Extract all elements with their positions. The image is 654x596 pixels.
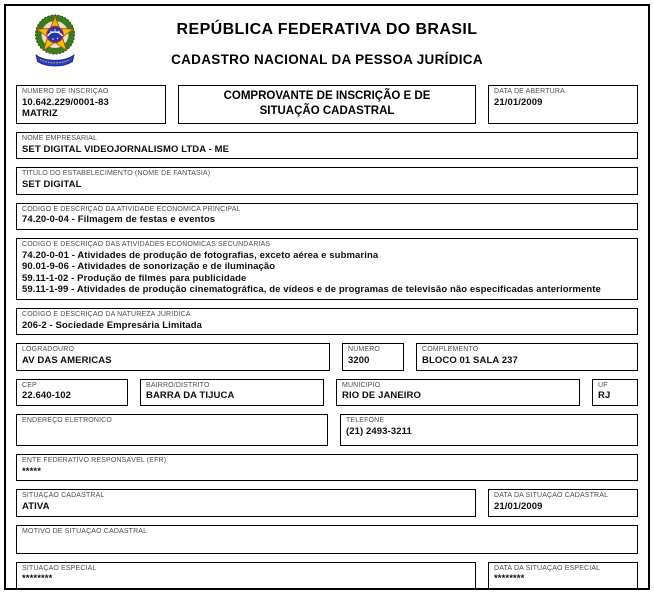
field-situacao-cadastral bbox=[16, 489, 476, 516]
field-label: COMPLEMENTO bbox=[422, 346, 479, 354]
field-value: SET DIGITAL bbox=[22, 178, 82, 190]
field-label: MUNICÍPIO bbox=[342, 381, 381, 389]
row-atividades-secundarias bbox=[16, 238, 638, 300]
field-label: BAIRRO/DISTRITO bbox=[146, 381, 210, 389]
field-natureza-juridica bbox=[16, 308, 638, 335]
document-title: COMPROVANTE DE INSCRIÇÃO E DE SITUAÇÃO CADASTRAL bbox=[178, 85, 476, 124]
field-complemento bbox=[416, 343, 638, 370]
field-label: CÓDIGO E DESCRIÇÃO DAS ATIVIDADES ECONÔMICAS SECUNDÁRIAS bbox=[22, 240, 271, 248]
field-value: 74.20-0-04 - Filmagem de festas e eventos bbox=[22, 214, 216, 226]
field-value: 10.642.229/0001-83 bbox=[22, 96, 109, 108]
field-label: CÓDIGO E DESCRIÇÃO DA NATUREZA JURÍDICA bbox=[22, 310, 191, 318]
field-label: DATA DE ABERTURA bbox=[494, 88, 565, 95]
row-atividade-principal bbox=[16, 203, 638, 230]
row-inscricao bbox=[16, 85, 638, 124]
row-natureza-juridica bbox=[16, 308, 638, 335]
field-label: LOGRADOURO bbox=[22, 346, 75, 354]
field-label: DATA DA SITUAÇÃO ESPECIAL bbox=[494, 564, 601, 572]
field-label: ENDEREÇO ELETRÔNICO bbox=[22, 416, 112, 424]
field-value-line: 59.11-1-02 - Produção de filmes para publicidade bbox=[22, 272, 247, 284]
field-value: BLOCO 01 SALA 237 bbox=[422, 355, 518, 367]
field-data-situacao-especial bbox=[488, 562, 638, 589]
cnpj-title: CADASTRO NACIONAL DA PESSOA JURÍDICA bbox=[171, 52, 483, 67]
field-value: RIO DE JANEIRO bbox=[342, 390, 421, 402]
row-endereco-1 bbox=[16, 343, 638, 370]
field-label: UF bbox=[598, 381, 608, 389]
brazil-coat-of-arms-icon bbox=[32, 12, 78, 70]
row-situacao-cadastral bbox=[16, 489, 638, 516]
field-value: AV DAS AMERICAS bbox=[22, 355, 112, 367]
row-titulo-estabelecimento bbox=[16, 167, 638, 194]
field-label: DATA DA SITUAÇÃO CADASTRAL bbox=[494, 492, 609, 500]
field-municipio bbox=[336, 379, 580, 406]
field-rows bbox=[16, 85, 638, 589]
field-value-line: 74.20-0-01 - Atividades de produção de fotografias, exceto aérea e submarina bbox=[22, 249, 379, 261]
field-efr bbox=[16, 454, 638, 481]
field-value-tipo: MATRIZ bbox=[22, 108, 58, 120]
field-label: NÚMERO bbox=[348, 346, 381, 354]
field-data-abertura bbox=[488, 85, 638, 124]
row-endereco-2 bbox=[16, 379, 638, 406]
document-frame bbox=[4, 4, 650, 590]
republic-title: REPÚBLICA FEDERATIVA DO BRASIL bbox=[176, 21, 478, 38]
field-label: NOME EMPRESARIAL bbox=[22, 134, 98, 142]
field-value-line: 90.01-9-06 - Atividades de sonorização e de iluminação bbox=[22, 261, 276, 273]
field-value: ******** bbox=[22, 573, 53, 585]
field-atividades-secundarias bbox=[16, 238, 638, 300]
row-nome-empresarial bbox=[16, 132, 638, 159]
field-cep bbox=[16, 379, 128, 406]
field-value: RJ bbox=[598, 390, 611, 402]
field-value: (21) 2493-3211 bbox=[346, 425, 412, 437]
field-value: 3200 bbox=[348, 355, 370, 367]
row-efr bbox=[16, 454, 638, 481]
field-value: 206-2 - Sociedade Empresária Limitada bbox=[22, 319, 203, 331]
field-titulo-estabelecimento bbox=[16, 167, 638, 194]
field-logradouro bbox=[16, 343, 330, 370]
row-motivo-situacao bbox=[16, 525, 638, 554]
field-value: ***** bbox=[22, 465, 41, 477]
field-atividade-principal bbox=[16, 203, 638, 230]
field-bairro-distrito bbox=[140, 379, 324, 406]
field-uf bbox=[592, 379, 638, 406]
field-value: BARRA DA TIJUCA bbox=[146, 390, 235, 402]
field-data-situacao-cadastral bbox=[488, 489, 638, 516]
field-label: CÓDIGO E DESCRIÇÃO DA ATIVIDADE ECONÔMICA PRINCIPAL bbox=[22, 205, 241, 213]
field-label: MOTIVO DE SITUAÇÃO CADASTRAL bbox=[22, 527, 148, 535]
field-nome-empresarial bbox=[16, 132, 638, 159]
row-contato bbox=[16, 414, 638, 446]
field-label: TELEFONE bbox=[346, 416, 385, 424]
document-header bbox=[16, 6, 638, 82]
field-label: CEP bbox=[22, 381, 37, 389]
field-label: NÚMERO DE INSCRIÇÃO bbox=[22, 88, 109, 95]
field-value: 21/01/2009 bbox=[494, 501, 543, 513]
field-label: SITUAÇÃO CADASTRAL bbox=[22, 492, 105, 500]
field-endereco-eletronico bbox=[16, 414, 328, 446]
field-value: 21/01/2009 bbox=[494, 96, 543, 108]
field-value: SET DIGITAL VIDEOJORNALISMO LTDA - ME bbox=[22, 143, 230, 155]
field-numero bbox=[342, 343, 404, 370]
field-label: TÍTULO DO ESTABELECIMENTO (NOME DE FANTASIA) bbox=[22, 170, 211, 178]
field-motivo-situacao-cadastral bbox=[16, 525, 638, 554]
field-situacao-especial bbox=[16, 562, 476, 589]
row-situacao-especial bbox=[16, 562, 638, 589]
field-numero-inscricao bbox=[16, 85, 166, 124]
field-value: 22.640-102 bbox=[22, 390, 72, 402]
field-value: ATIVA bbox=[22, 501, 50, 513]
field-value: ******** bbox=[494, 573, 525, 585]
field-label: ENTE FEDERATIVO RESPONSÁVEL (EFR) bbox=[22, 456, 167, 464]
field-telefone bbox=[340, 414, 638, 446]
field-value-line: 59.11-1-99 - Atividades de produção cinematográfica, de vídeos e de programas de televisão não especificadas anteriormente bbox=[22, 284, 601, 296]
field-label: SITUAÇÃO ESPECIAL bbox=[22, 564, 97, 572]
